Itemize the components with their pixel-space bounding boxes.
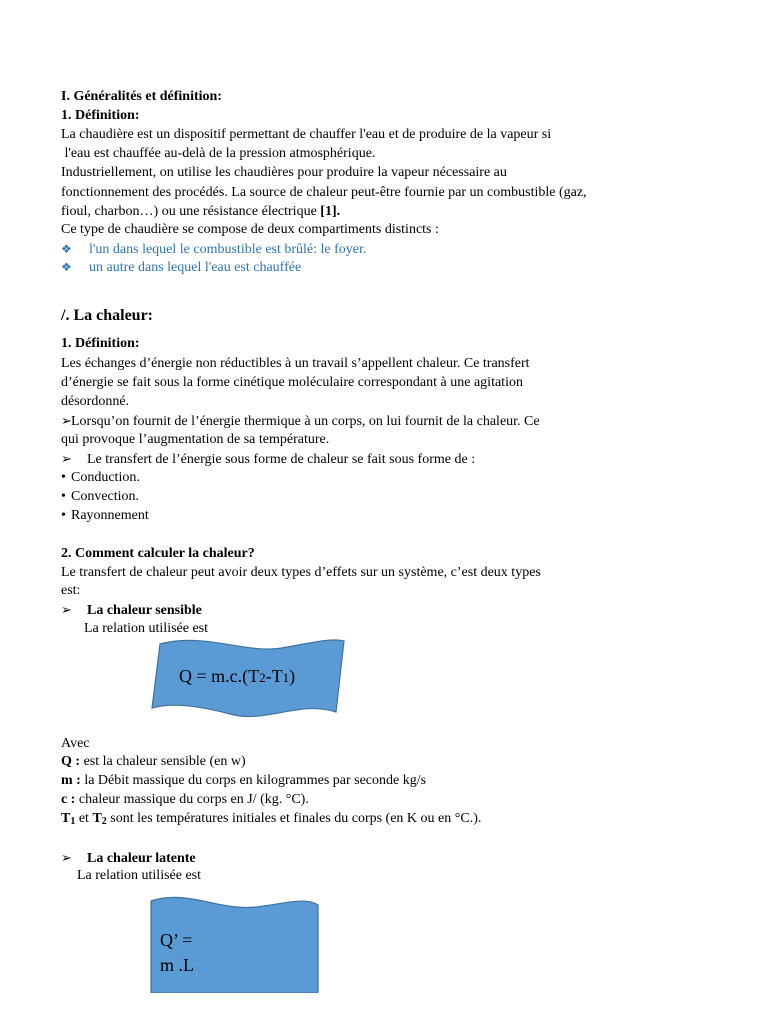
section-title: 2. Comment calculer la chaleur? bbox=[61, 546, 255, 561]
arrow-bullet-icon: ➢ bbox=[61, 602, 72, 617]
compartments-intro: Ce type de chaudière se compose de deux compartiments distincts : bbox=[61, 222, 439, 237]
latent-heat-formula-line: m .L bbox=[160, 955, 194, 975]
paragraph-line: est: bbox=[61, 583, 81, 598]
paragraph-line: d’énergie se fait sous la forme cinétique moléculaire correspondant à une agitation bbox=[61, 375, 523, 390]
paragraph-line: Les échanges d’énergie non réductibles à un travail s’appellent chaleur. Ce transfert bbox=[61, 356, 530, 371]
arrow-bullet-icon: ➢ bbox=[61, 451, 72, 466]
arrow-item-text: Le transfert de l’énergie sous forme de chaleur se fait sous forme de : bbox=[87, 452, 476, 467]
arrow-item bbox=[61, 601, 202, 620]
list-item bbox=[61, 258, 301, 277]
paragraph-line bbox=[61, 203, 340, 221]
list-item-text: un autre dans lequel l'eau est chauffée bbox=[89, 260, 302, 275]
sensible-heat-formula: Q = m.c.(T2-T1) bbox=[179, 666, 296, 686]
avec-label: Avec bbox=[61, 736, 90, 751]
arrow-bullet-icon: ➢ bbox=[61, 413, 72, 428]
subsection-title: La chaleur latente bbox=[87, 851, 196, 866]
latent-heat-formula-line: Q’ = bbox=[160, 930, 193, 950]
paragraph-line: Industriellement, on utilise les chaudières pour produire la vapeur nécessaire au bbox=[61, 165, 507, 180]
variable-definition: Q : est la chaleur sensible (en w) bbox=[61, 754, 246, 769]
paragraph-text: fioul, charbon…) ou une résistance électrique bbox=[61, 204, 321, 219]
mode-item: • Convection. bbox=[61, 489, 140, 504]
dot-bullet-icon: • bbox=[61, 508, 66, 523]
list-item-text: l'un dans lequel le combustible est brûlé: le foyer. bbox=[89, 242, 367, 257]
section-title: /. La chaleur: bbox=[61, 307, 153, 324]
diamond-bullet-icon: ❖ bbox=[61, 242, 72, 256]
definition-heading: 1. Définition: bbox=[61, 108, 140, 123]
arrow-item-text: Lorsqu’on fournit de l’énergie thermique à un corps, on lui fournit de la chaleur. Ce bbox=[71, 414, 540, 429]
variable-definition: m : la Débit massique du corps en kilogrammes par seconde kg/s bbox=[61, 773, 427, 788]
subsection-title: La chaleur sensible bbox=[87, 603, 202, 618]
section-title: I. Généralités et définition: bbox=[61, 89, 222, 104]
arrow-bullet-icon: ➢ bbox=[61, 850, 72, 865]
mode-item: • Rayonnement bbox=[61, 508, 149, 523]
paragraph-line: désordonné. bbox=[61, 394, 130, 409]
arrow-item bbox=[61, 849, 196, 868]
paragraph-line: Le transfert de chaleur peut avoir deux types d’effets sur un système, c’est deux types bbox=[61, 565, 541, 580]
relation-label: La relation utilisée est bbox=[77, 868, 202, 883]
paragraph-line: l'eau est chauffée au-delà de la pression atmosphérique. bbox=[61, 146, 376, 161]
arrow-item bbox=[61, 450, 475, 469]
list-item bbox=[61, 240, 366, 259]
arrow-item bbox=[61, 412, 540, 431]
variable-definition: c : chaleur massique du corps en J/ (kg. °C). bbox=[61, 792, 309, 807]
paragraph-line: fonctionnement des procédés. La source de chaleur peut-être fournie par un combustible (gaz, bbox=[61, 185, 587, 200]
paragraph-line: La chaudière est un dispositif permettant de chauffer l'eau et de produire de la vapeur si bbox=[61, 127, 552, 142]
relation-label: La relation utilisée est bbox=[84, 621, 209, 636]
definition-heading: 1. Définition: bbox=[61, 336, 140, 351]
mode-item: • Conduction. bbox=[61, 470, 140, 485]
reference: [1]. bbox=[320, 204, 341, 219]
paragraph-line: qui provoque l’augmentation de sa température. bbox=[61, 432, 330, 447]
dot-bullet-icon: • bbox=[61, 470, 66, 485]
variable-definition: $T_1$ et $T_2$ sont les températures initiales et finales du corps (en K ou en °C.). bbox=[61, 811, 482, 827]
diamond-bullet-icon: ❖ bbox=[61, 260, 72, 274]
dot-bullet-icon: • bbox=[61, 489, 66, 504]
